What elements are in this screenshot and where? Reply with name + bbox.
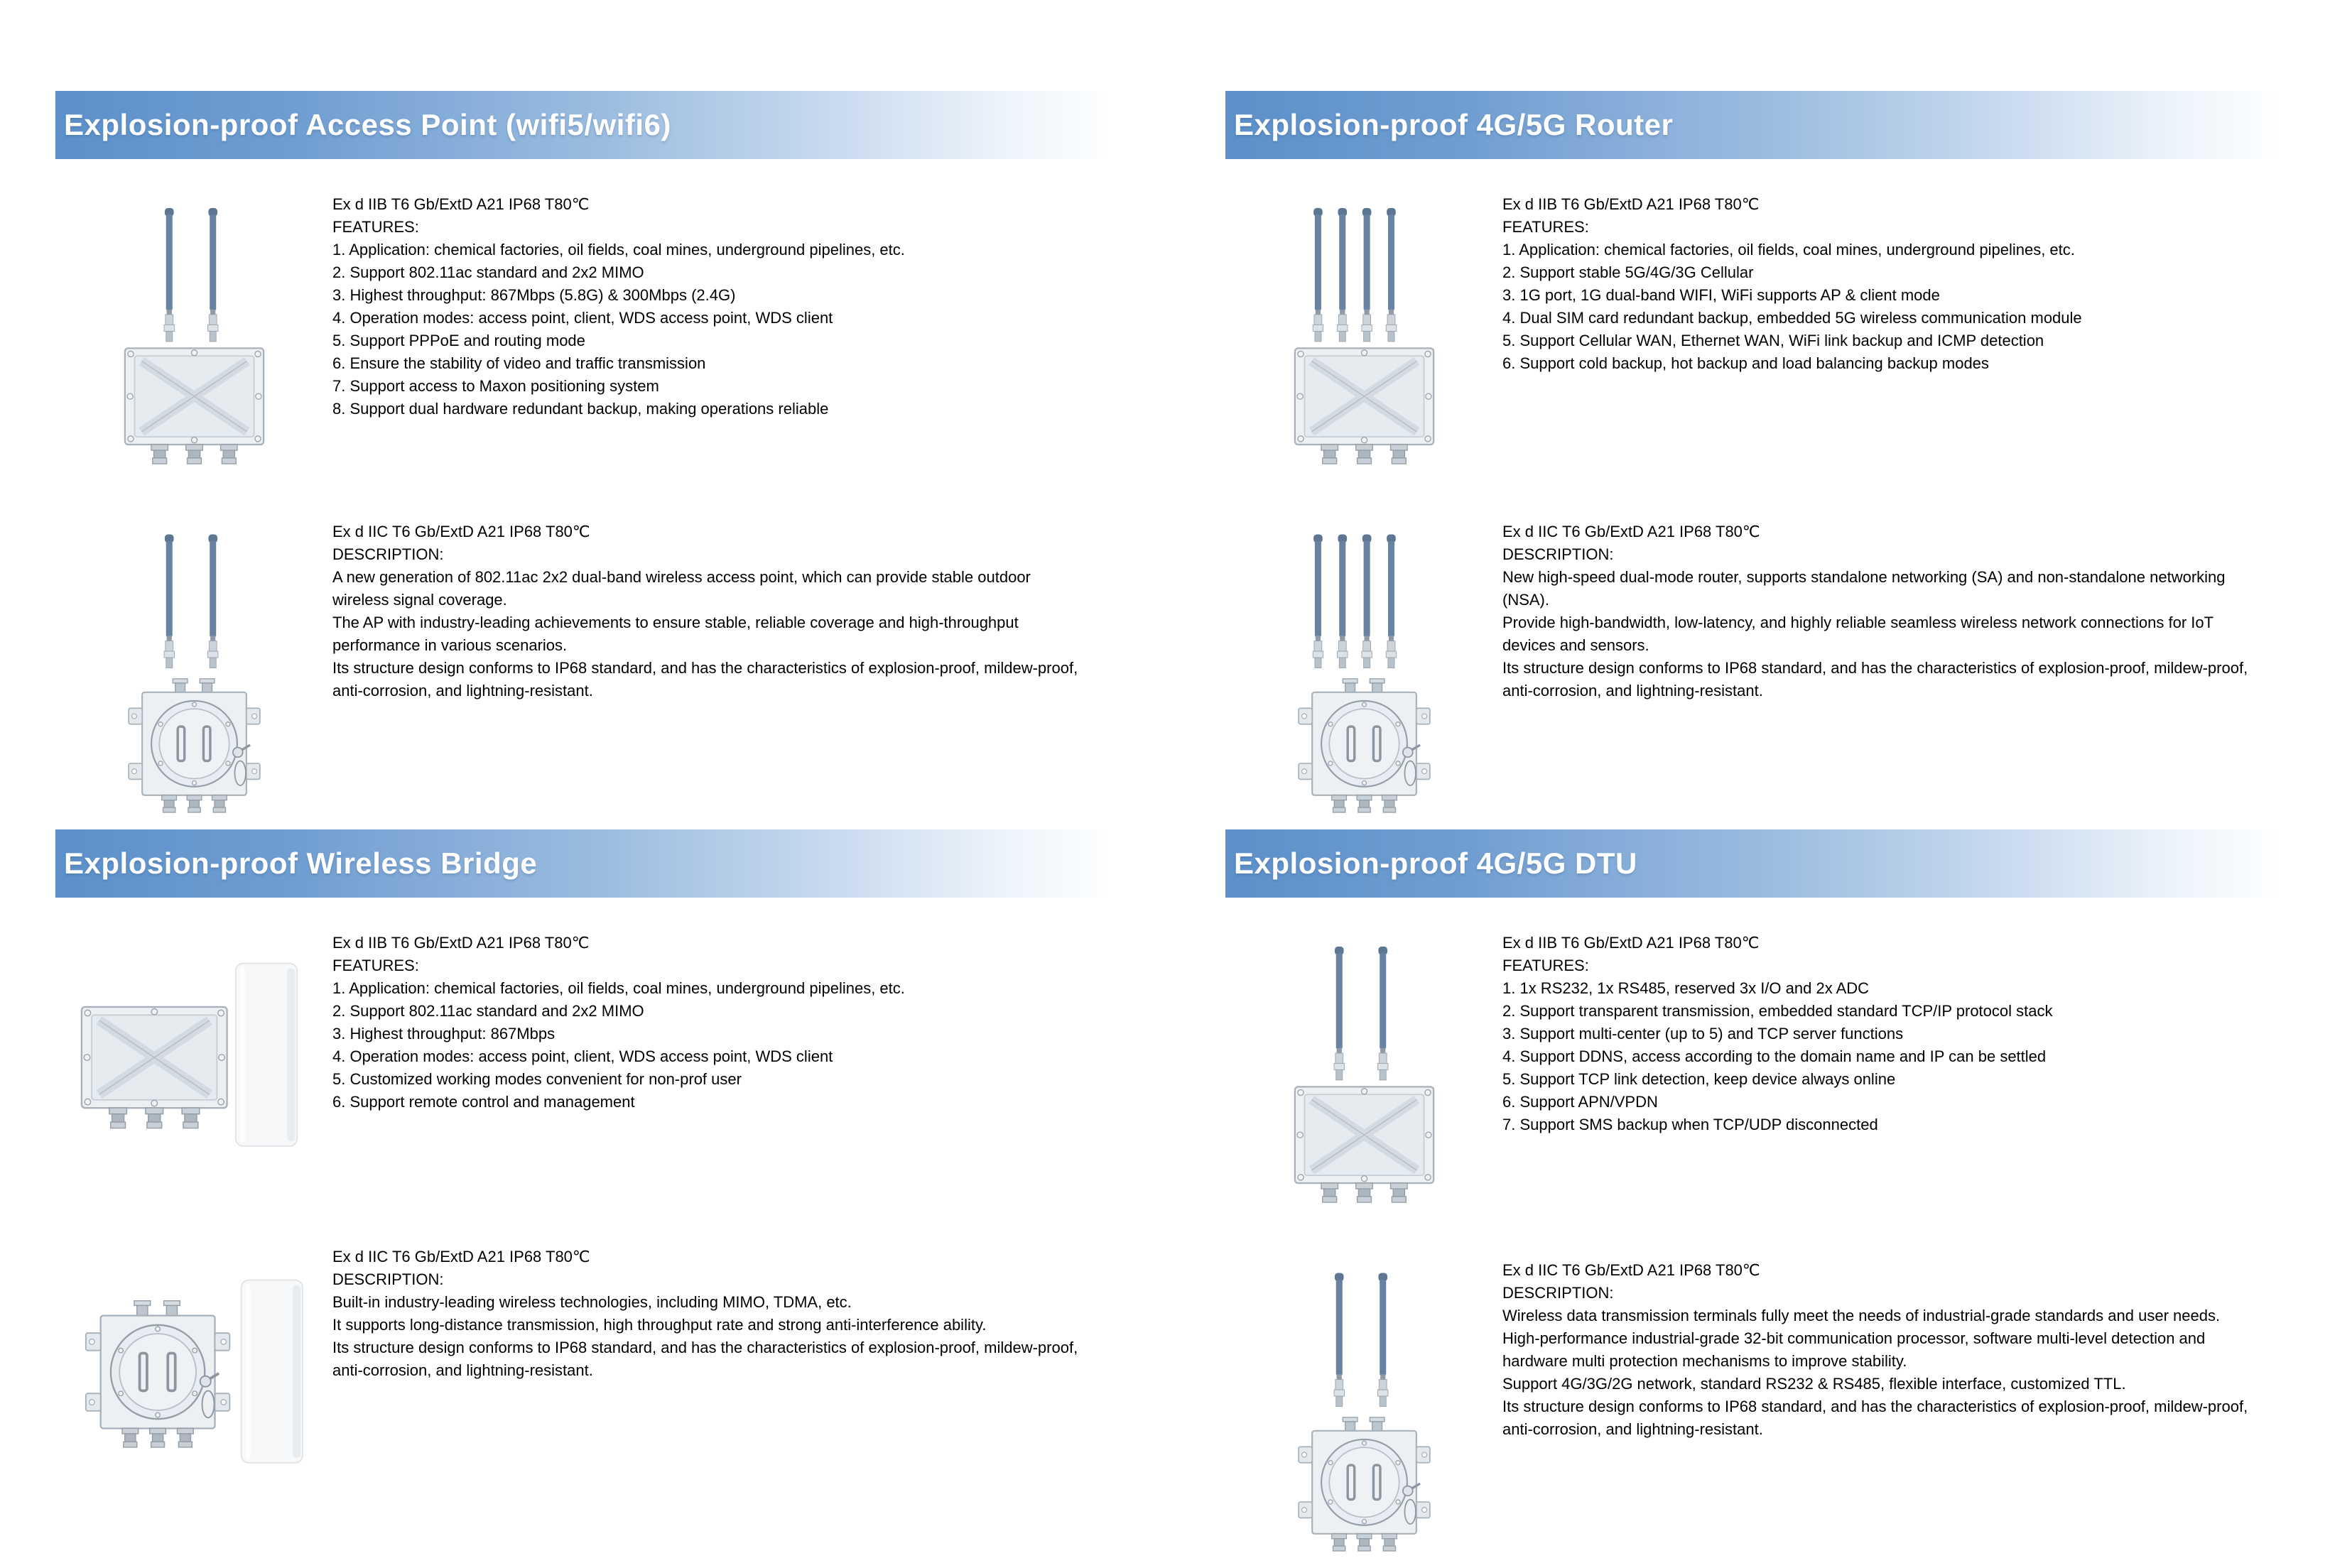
text-line: 3. 1G port, 1G dual-band WIFI, WiFi supports AP & client mode xyxy=(1502,286,1940,304)
ex-rating: Ex d IIC T6 Gb/ExtD A21 IP68 T80℃ xyxy=(1502,1261,1760,1279)
product-block xyxy=(1225,932,2275,1225)
block-text xyxy=(332,521,1105,829)
text-line: A new generation of 802.11ac 2x2 dual-band wireless access point, which can provide stable outdoor wireless signal coverage. xyxy=(332,567,1031,609)
section-title: Explosion-proof Access Point (wifi5/wifi6) xyxy=(64,108,671,141)
text-line: 8. Support dual hardware redundant backup, making operations reliable xyxy=(332,400,829,418)
text-line: 1. Application: chemical factories, oil fields, coal mines, underground pipelines, etc. xyxy=(332,241,905,258)
ap-round-device-photo xyxy=(55,521,332,829)
device-2-antenna-x-box-illustration xyxy=(1281,936,1448,1225)
text-line: 7. Support SMS backup when TCP/UDP disconnected xyxy=(1502,1116,1878,1134)
text-line: Support 4G/3G/2G network, standard RS232 & RS485, flexible interface, customized TTL. xyxy=(1502,1374,2126,1393)
block-text xyxy=(1502,193,2275,486)
text-line: 5. Customized working modes convenient for non-prof user xyxy=(332,1070,742,1089)
text-line: 2. Support 802.11ac standard and 2x2 MIMO xyxy=(332,263,644,281)
text-line: 6. Support remote control and management xyxy=(332,1093,635,1111)
text-line: 6. Ensure the stability of video and traffic transmission xyxy=(332,354,706,372)
x-box-with-panel-antenna-illustration xyxy=(80,936,308,1212)
section-header-banner xyxy=(55,91,1105,159)
text-line: 4. Operation modes: access point, client, WDS access point, WDS client xyxy=(332,309,833,327)
text-line: 3. Support multi-center (up to 5) and TCP server functions xyxy=(1502,1025,1904,1043)
block-text xyxy=(332,932,1105,1212)
text-line: High-performance industrial-grade 32-bit communication processor, software multi-level detection and hardware multi protection mechanisms to improve stability. xyxy=(1502,1329,2206,1370)
text-line: 3. Highest throughput: 867Mbps (5.8G) & 300Mbps (2.4G) xyxy=(332,286,736,304)
section-wireless-bridge xyxy=(55,829,1105,1568)
text-line: Its structure design conforms to IP68 standard, and has the characteristics of explosion-proof, mildew-proof, anti-corrosion, and lightning-resistant. xyxy=(1502,1397,2248,1438)
router-round-device-photo xyxy=(1225,521,1502,829)
text-line: 1. Application: chemical factories, oil fields, coal mines, underground pipelines, etc. xyxy=(332,979,905,998)
section-header-banner xyxy=(55,829,1105,898)
block-label: DESCRIPTION: xyxy=(332,1270,444,1288)
text-line: Built-in industry-leading wireless technologies, including MIMO, TDMA, etc. xyxy=(332,1292,852,1311)
ex-rating: Ex d IIC T6 Gb/ExtD A21 IP68 T80℃ xyxy=(332,1247,590,1265)
text-line: Provide high-bandwidth, low-latency, and highly reliable seamless wireless network connections for IoT devices and sensors. xyxy=(1502,613,2214,654)
product-block xyxy=(1225,193,2275,486)
ex-rating: Ex d IIC T6 Gb/ExtD A21 IP68 T80℃ xyxy=(332,522,590,540)
block-label: DESCRIPTION: xyxy=(1502,545,1614,563)
block-label: FEATURES: xyxy=(1502,957,1589,975)
section-title: Explosion-proof 4G/5G DTU xyxy=(1234,846,1637,881)
product-block xyxy=(55,193,1105,486)
device-2-antenna-round-box-illustration xyxy=(1281,1263,1448,1568)
block-lines xyxy=(332,239,1088,420)
product-block xyxy=(55,932,1105,1212)
block-label: DESCRIPTION: xyxy=(1502,1283,1614,1302)
block-lines xyxy=(1502,239,2258,375)
device-2-antenna-x-box-illustration xyxy=(111,197,278,486)
section-header-banner xyxy=(1225,91,2275,159)
ex-rating: Ex d IIC T6 Gb/ExtD A21 IP68 T80℃ xyxy=(1502,522,1760,540)
ex-rating: Ex d IIB T6 Gb/ExtD A21 IP68 T80℃ xyxy=(332,195,590,213)
block-lines xyxy=(1502,1305,2258,1441)
text-line: 1. Application: chemical factories, oil fields, coal mines, underground pipelines, etc. xyxy=(1502,241,2075,258)
section-header-banner xyxy=(1225,829,2275,898)
text-line: It supports long-distance transmission, high throughput rate and strong anti-interference ability. xyxy=(332,1315,987,1334)
text-line: 2. Support stable 5G/4G/3G Cellular xyxy=(1502,263,1754,281)
section-access-point xyxy=(55,91,1105,829)
device-2-antenna-round-box-illustration xyxy=(111,525,278,829)
block-label: DESCRIPTION: xyxy=(332,545,444,563)
ex-rating: Ex d IIB T6 Gb/ExtD A21 IP68 T80℃ xyxy=(1502,934,1760,952)
section-title: Explosion-proof 4G/5G Router xyxy=(1234,108,1674,141)
section-dtu xyxy=(1225,829,2275,1568)
text-line: 2. Support 802.11ac standard and 2x2 MIMO xyxy=(332,1002,644,1020)
ex-rating: Ex d IIB T6 Gb/ExtD A21 IP68 T80℃ xyxy=(332,934,590,952)
text-line: 3. Highest throughput: 867Mbps xyxy=(332,1025,556,1043)
router-box-device-photo xyxy=(1225,193,1502,486)
block-text xyxy=(332,1246,1105,1531)
text-line: Wireless data transmission terminals fully meet the needs of industrial-grade standards and user needs. xyxy=(1502,1306,2221,1324)
text-line: Its structure design conforms to IP68 standard, and has the characteristics of explosion-proof, mildew-proof, anti-corrosion, and lightning-resistant. xyxy=(332,658,1078,699)
text-line: 5. Support Cellular WAN, Ethernet WAN, WiFi link backup and ICMP detection xyxy=(1502,332,2044,349)
block-text xyxy=(1502,1259,2275,1568)
text-line: The AP with industry-leading achievements to ensure stable, reliable coverage and high-throughput performance in various scenarios. xyxy=(332,613,1019,654)
block-lines xyxy=(332,566,1088,702)
text-line: 5. Support PPPoE and routing mode xyxy=(332,332,585,349)
ex-rating: Ex d IIB T6 Gb/ExtD A21 IP68 T80℃ xyxy=(1502,195,1760,213)
product-block xyxy=(55,521,1105,829)
product-block xyxy=(1225,1259,2275,1568)
block-lines xyxy=(1502,566,2258,702)
device-4-antenna-round-box-illustration xyxy=(1281,525,1448,829)
text-line: 4. Operation modes: access point, client, WDS access point, WDS client xyxy=(332,1047,833,1066)
product-block xyxy=(55,1246,1105,1531)
bridge-round-panel-photo xyxy=(55,1246,332,1531)
dtu-box-device-photo xyxy=(1225,932,1502,1225)
text-line: 6. Support cold backup, hot backup and load balancing backup modes xyxy=(1502,354,1989,372)
text-line: 4. Support DDNS, access according to the domain name and IP can be settled xyxy=(1502,1047,2047,1066)
text-line: 5. Support TCP link detection, keep device always online xyxy=(1502,1070,1896,1089)
text-line: New high-speed dual-mode router, supports standalone networking (SA) and non-standalone networking (NSA). xyxy=(1502,567,2226,609)
block-label: FEATURES: xyxy=(332,957,419,975)
text-line: 2. Support transparent transmission, embedded standard TCP/IP protocol stack xyxy=(1502,1002,2053,1020)
section-title: Explosion-proof Wireless Bridge xyxy=(64,846,538,881)
text-line: 6. Support APN/VPDN xyxy=(1502,1093,1658,1111)
text-line: Its structure design conforms to IP68 standard, and has the characteristics of explosion-proof, mildew-proof, anti-corrosion, and lightning-resistant. xyxy=(1502,658,2248,699)
dtu-round-device-photo xyxy=(1225,1259,1502,1568)
block-text xyxy=(1502,521,2275,829)
text-line: 7. Support access to Maxon positioning system xyxy=(332,377,659,395)
text-line: Its structure design conforms to IP68 standard, and has the characteristics of explosion-proof, mildew-proof, anti-corrosion, and lightning-resistant. xyxy=(332,1338,1078,1379)
block-lines xyxy=(332,1291,1088,1382)
device-4-antenna-x-box-illustration xyxy=(1281,197,1448,486)
product-block xyxy=(1225,521,2275,829)
block-lines xyxy=(332,977,1088,1114)
block-text xyxy=(1502,932,2275,1225)
block-label: FEATURES: xyxy=(1502,218,1589,236)
section-router xyxy=(1225,91,2275,829)
text-line: 4. Dual SIM card redundant backup, embedded 5G wireless communication module xyxy=(1502,309,2082,327)
block-label: FEATURES: xyxy=(332,218,419,236)
block-lines xyxy=(1502,977,2258,1136)
bridge-box-panel-photo xyxy=(55,932,332,1212)
ap-box-device-photo xyxy=(55,193,332,486)
block-text xyxy=(332,193,1105,486)
text-line: 1. 1x RS232, 1x RS485, reserved 3x I/O and 2x ADC xyxy=(1502,979,1870,998)
round-box-with-panel-antenna-illustration xyxy=(80,1250,308,1525)
